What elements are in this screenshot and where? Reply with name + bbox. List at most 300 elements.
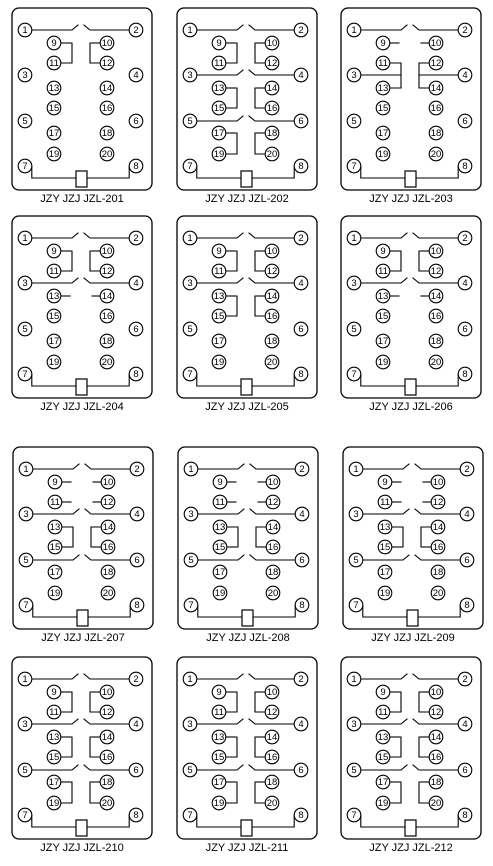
terminal-number: 15 xyxy=(49,542,61,553)
contact-blade xyxy=(32,233,78,238)
terminal-10 xyxy=(429,244,443,258)
terminal-number: 14 xyxy=(101,83,113,94)
terminal-number: 7 xyxy=(22,369,28,380)
terminal-4 xyxy=(294,276,308,290)
terminal-number: 6 xyxy=(462,116,468,127)
terminal-6 xyxy=(130,553,144,567)
terminal-1 xyxy=(349,462,363,476)
terminal-14 xyxy=(100,81,114,95)
terminal-number: 19 xyxy=(214,588,226,599)
terminal-number: 13 xyxy=(377,83,389,94)
terminal-12 xyxy=(100,56,114,70)
terminal-3 xyxy=(183,68,197,82)
terminal-7 xyxy=(18,159,32,173)
terminal-20 xyxy=(265,147,279,161)
terminal-number: 2 xyxy=(462,674,468,685)
terminal-11 xyxy=(47,264,61,278)
contact-link xyxy=(419,737,429,757)
terminal-number: 1 xyxy=(353,464,359,475)
terminal-4 xyxy=(294,68,308,82)
terminal-number: 4 xyxy=(133,70,139,81)
relay-panel xyxy=(341,657,481,854)
relay-panel xyxy=(341,8,481,205)
terminal-9 xyxy=(212,36,226,50)
terminal-3 xyxy=(18,68,32,82)
terminal-1 xyxy=(183,23,197,37)
terminal-14 xyxy=(266,520,280,534)
terminal-number: 6 xyxy=(462,765,468,776)
terminal-16 xyxy=(266,540,280,554)
terminal-number: 11 xyxy=(214,266,224,277)
contact-link xyxy=(61,692,72,712)
contact-link xyxy=(61,782,72,803)
terminal-number: 20 xyxy=(101,798,113,809)
contact-blade xyxy=(85,555,130,560)
terminal-number: 17 xyxy=(377,336,389,347)
terminal-4 xyxy=(129,68,143,82)
contact-blade xyxy=(85,464,130,469)
terminal-number: 9 xyxy=(380,246,386,257)
contact-link xyxy=(419,251,429,271)
terminal-13 xyxy=(48,520,62,534)
terminal-10 xyxy=(265,685,279,699)
contact-link xyxy=(255,737,265,757)
terminal-number: 9 xyxy=(382,477,388,488)
terminal-number: 18 xyxy=(430,128,442,139)
terminal-number: 5 xyxy=(351,765,357,776)
terminal-9 xyxy=(376,685,390,699)
terminal-number: 10 xyxy=(432,477,444,488)
terminal-number: 7 xyxy=(187,810,193,821)
terminal-15 xyxy=(376,750,390,764)
terminal-20 xyxy=(101,586,115,600)
terminal-number: 1 xyxy=(22,233,28,244)
terminal-16 xyxy=(101,540,115,554)
terminal-number: 13 xyxy=(377,732,389,743)
terminal-11 xyxy=(213,495,227,509)
terminal-8 xyxy=(458,367,472,381)
terminal-number: 13 xyxy=(48,83,60,94)
terminal-number: 2 xyxy=(133,674,139,685)
terminal-12 xyxy=(100,705,114,719)
polarizing-key xyxy=(407,610,418,626)
contact-link xyxy=(226,251,237,271)
terminal-7 xyxy=(183,159,197,173)
terminal-10 xyxy=(431,475,445,489)
terminal-number: 11 xyxy=(215,497,225,508)
terminal-8 xyxy=(294,159,308,173)
terminal-18 xyxy=(101,565,115,579)
contact-link xyxy=(255,251,265,271)
terminal-number: 20 xyxy=(266,357,278,368)
terminal-14 xyxy=(100,730,114,744)
terminal-number: 14 xyxy=(266,732,278,743)
model-caption: JZY JZJ JZL-210 xyxy=(40,842,124,854)
terminal-number: 4 xyxy=(464,509,470,520)
terminal-number: 3 xyxy=(353,509,359,520)
terminal-number: 15 xyxy=(377,103,389,114)
terminal-2 xyxy=(294,672,308,686)
terminal-number: 1 xyxy=(351,25,357,36)
terminal-7 xyxy=(349,598,363,612)
terminal-number: 12 xyxy=(266,266,278,277)
contact-link xyxy=(419,692,429,712)
terminal-number: 17 xyxy=(48,128,60,139)
terminal-number: 17 xyxy=(379,567,391,578)
contact-link xyxy=(90,43,100,63)
contact-link xyxy=(227,527,238,547)
terminal-5 xyxy=(183,114,197,128)
terminal-number: 20 xyxy=(101,357,113,368)
terminal-2 xyxy=(294,23,308,37)
contact-link xyxy=(390,251,401,271)
model-caption: JZY JZJ JZL-212 xyxy=(369,842,453,854)
contact-blade xyxy=(84,765,129,770)
terminal-number: 15 xyxy=(48,311,60,322)
terminal-number: 8 xyxy=(464,600,470,611)
terminal-number: 16 xyxy=(267,542,279,553)
terminal-5 xyxy=(347,322,361,336)
terminal-5 xyxy=(347,763,361,777)
terminal-number: 13 xyxy=(48,291,60,302)
model-caption: JZY JZJ JZL-203 xyxy=(369,193,453,205)
terminal-number: 19 xyxy=(49,588,61,599)
terminal-number: 17 xyxy=(213,336,225,347)
terminal-number: 2 xyxy=(464,464,470,475)
terminal-7 xyxy=(184,598,198,612)
terminal-number: 11 xyxy=(378,266,388,277)
terminal-8 xyxy=(460,598,474,612)
terminal-number: 11 xyxy=(49,707,59,718)
contact-blade xyxy=(361,719,407,724)
terminal-8 xyxy=(130,598,144,612)
terminal-8 xyxy=(295,598,309,612)
contact-blade xyxy=(84,233,129,238)
terminal-number: 14 xyxy=(432,522,444,533)
terminal-number: 18 xyxy=(266,128,278,139)
terminal-number: 7 xyxy=(22,161,28,172)
terminal-number: 10 xyxy=(430,38,442,49)
terminal-number: 19 xyxy=(379,588,391,599)
contact-blade xyxy=(249,233,294,238)
terminal-number: 15 xyxy=(377,311,389,322)
contact-blade xyxy=(32,674,78,679)
contact-link xyxy=(421,527,431,547)
terminal-1 xyxy=(347,231,361,245)
terminal-18 xyxy=(265,775,279,789)
terminal-number: 17 xyxy=(213,777,225,788)
model-caption: JZY JZJ JZL-209 xyxy=(371,632,455,644)
terminal-18 xyxy=(265,126,279,140)
terminal-17 xyxy=(47,775,61,789)
contact-link xyxy=(90,692,100,712)
terminal-15 xyxy=(212,101,226,115)
terminal-19 xyxy=(47,796,61,810)
relay-panel xyxy=(177,216,317,413)
relay-panel xyxy=(343,447,483,644)
terminal-number: 9 xyxy=(216,246,222,257)
contact-link xyxy=(61,737,72,757)
terminal-number: 12 xyxy=(432,497,444,508)
contact-link xyxy=(61,43,72,63)
terminal-number: 8 xyxy=(134,600,140,611)
model-caption: JZY JZJ JZL-211 xyxy=(205,842,289,854)
terminal-4 xyxy=(294,717,308,731)
terminal-9 xyxy=(212,244,226,258)
terminal-number: 19 xyxy=(213,149,225,160)
terminal-12 xyxy=(265,705,279,719)
terminal-19 xyxy=(48,586,62,600)
terminal-number: 15 xyxy=(213,103,225,114)
contact-link xyxy=(256,527,266,547)
contact-link xyxy=(255,133,265,154)
terminal-number: 9 xyxy=(51,687,57,698)
terminal-2 xyxy=(294,231,308,245)
terminal-number: 7 xyxy=(351,369,357,380)
terminal-7 xyxy=(18,367,32,381)
terminal-number: 19 xyxy=(213,798,225,809)
terminal-16 xyxy=(429,101,443,115)
terminal-2 xyxy=(295,462,309,476)
model-caption: JZY JZJ JZL-204 xyxy=(40,401,124,413)
terminal-number: 9 xyxy=(216,38,222,49)
terminal-13 xyxy=(47,289,61,303)
terminal-19 xyxy=(212,796,226,810)
terminal-14 xyxy=(265,730,279,744)
terminal-11 xyxy=(376,56,390,70)
terminal-3 xyxy=(183,276,197,290)
terminal-16 xyxy=(429,309,443,323)
terminal-14 xyxy=(101,520,115,534)
terminal-number: 10 xyxy=(101,246,113,257)
terminal-number: 20 xyxy=(102,588,114,599)
terminal-number: 20 xyxy=(430,149,442,160)
terminal-number: 6 xyxy=(462,324,468,335)
terminal-19 xyxy=(376,355,390,369)
terminal-number: 10 xyxy=(430,687,442,698)
terminal-number: 4 xyxy=(298,719,304,730)
terminal-number: 18 xyxy=(266,777,278,788)
terminal-14 xyxy=(100,289,114,303)
terminal-11 xyxy=(47,56,61,70)
model-caption: JZY JZJ JZL-206 xyxy=(369,401,453,413)
contact-link xyxy=(226,296,237,316)
terminal-20 xyxy=(100,796,114,810)
terminal-14 xyxy=(429,289,443,303)
terminal-18 xyxy=(429,334,443,348)
terminal-number: 20 xyxy=(432,588,444,599)
terminal-6 xyxy=(129,763,143,777)
terminal-15 xyxy=(48,540,62,554)
contact-blade xyxy=(197,719,243,724)
terminal-number: 8 xyxy=(462,369,468,380)
terminal-number: 2 xyxy=(133,233,139,244)
terminal-6 xyxy=(294,322,308,336)
terminal-number: 1 xyxy=(188,464,194,475)
contact-blade xyxy=(198,464,244,469)
relay-panel xyxy=(13,447,153,644)
terminal-2 xyxy=(458,231,472,245)
terminal-number: 10 xyxy=(430,246,442,257)
terminal-number: 7 xyxy=(188,600,194,611)
terminal-4 xyxy=(458,276,472,290)
terminal-1 xyxy=(18,23,32,37)
terminal-number: 19 xyxy=(48,798,60,809)
terminal-9 xyxy=(48,475,62,489)
terminal-number: 18 xyxy=(430,336,442,347)
terminal-number: 6 xyxy=(133,765,139,776)
terminal-1 xyxy=(184,462,198,476)
contact-blade xyxy=(363,464,409,469)
contact-blade xyxy=(249,719,294,724)
terminal-10 xyxy=(266,475,280,489)
contact-link xyxy=(255,296,265,316)
terminal-1 xyxy=(347,672,361,686)
terminal-number: 20 xyxy=(430,798,442,809)
terminal-number: 15 xyxy=(48,752,60,763)
terminal-13 xyxy=(376,289,390,303)
contact-blade xyxy=(413,278,458,283)
polarizing-key xyxy=(405,171,416,187)
terminal-number: 15 xyxy=(48,103,60,114)
terminal-19 xyxy=(212,147,226,161)
terminal-17 xyxy=(376,334,390,348)
terminal-7 xyxy=(183,367,197,381)
terminal-number: 6 xyxy=(133,324,139,335)
terminal-16 xyxy=(265,750,279,764)
terminal-12 xyxy=(266,495,280,509)
terminal-number: 6 xyxy=(299,555,305,566)
terminal-number: 11 xyxy=(378,58,388,69)
terminal-16 xyxy=(100,101,114,115)
terminal-13 xyxy=(212,81,226,95)
terminal-16 xyxy=(429,750,443,764)
terminal-16 xyxy=(431,540,445,554)
terminal-9 xyxy=(47,36,61,50)
terminal-2 xyxy=(129,672,143,686)
terminal-number: 16 xyxy=(266,752,278,763)
terminal-15 xyxy=(213,540,227,554)
terminal-number: 17 xyxy=(377,777,389,788)
terminal-15 xyxy=(376,309,390,323)
terminal-11 xyxy=(212,264,226,278)
polarizing-key xyxy=(241,379,252,395)
terminal-1 xyxy=(18,672,32,686)
terminal-8 xyxy=(129,367,143,381)
contact-blade xyxy=(363,555,409,560)
contact-link xyxy=(255,782,265,803)
terminal-number: 16 xyxy=(101,311,113,322)
terminal-number: 6 xyxy=(464,555,470,566)
terminal-number: 19 xyxy=(377,149,389,160)
terminal-1 xyxy=(347,23,361,37)
terminal-number: 7 xyxy=(351,161,357,172)
terminal-number: 6 xyxy=(134,555,140,566)
terminal-number: 5 xyxy=(188,555,194,566)
terminal-number: 10 xyxy=(102,477,114,488)
terminal-number: 17 xyxy=(48,336,60,347)
terminal-number: 6 xyxy=(133,116,139,127)
terminal-9 xyxy=(376,244,390,258)
terminal-number: 2 xyxy=(133,25,139,36)
contact-blade xyxy=(249,70,294,75)
terminal-13 xyxy=(47,730,61,744)
contact-blade xyxy=(415,509,460,514)
terminal-7 xyxy=(183,808,197,822)
terminal-number: 4 xyxy=(134,509,140,520)
terminal-number: 20 xyxy=(101,149,113,160)
terminal-10 xyxy=(265,244,279,258)
terminal-20 xyxy=(429,796,443,810)
contact-blade xyxy=(197,70,243,75)
terminal-number: 17 xyxy=(213,128,225,139)
terminal-15 xyxy=(47,309,61,323)
terminal-number: 3 xyxy=(187,278,193,289)
terminal-9 xyxy=(47,244,61,258)
terminal-1 xyxy=(183,231,197,245)
terminal-11 xyxy=(376,264,390,278)
terminal-3 xyxy=(184,507,198,521)
terminal-number: 13 xyxy=(214,522,226,533)
terminal-12 xyxy=(265,56,279,70)
terminal-number: 18 xyxy=(266,336,278,347)
contact-link xyxy=(226,43,237,63)
terminal-number: 11 xyxy=(214,707,224,718)
terminal-7 xyxy=(19,598,33,612)
terminal-number: 3 xyxy=(188,509,194,520)
contact-link xyxy=(226,88,237,108)
terminal-12 xyxy=(431,495,445,509)
terminal-10 xyxy=(101,475,115,489)
terminal-number: 16 xyxy=(266,103,278,114)
terminal-13 xyxy=(376,81,390,95)
terminal-number: 9 xyxy=(52,477,58,488)
terminal-4 xyxy=(460,507,474,521)
terminal-number: 8 xyxy=(298,161,304,172)
terminal-12 xyxy=(100,264,114,278)
terminal-number: 2 xyxy=(298,25,304,36)
terminal-19 xyxy=(376,796,390,810)
contact-blade xyxy=(361,674,407,679)
terminal-2 xyxy=(460,462,474,476)
terminal-15 xyxy=(378,540,392,554)
terminal-number: 15 xyxy=(377,752,389,763)
terminal-20 xyxy=(266,586,280,600)
terminal-number: 7 xyxy=(23,600,29,611)
terminal-number: 4 xyxy=(298,278,304,289)
terminal-number: 18 xyxy=(102,567,114,578)
terminal-number: 11 xyxy=(214,58,224,69)
contact-blade xyxy=(249,25,294,30)
relay-panel xyxy=(12,8,152,205)
terminal-7 xyxy=(347,159,361,173)
terminal-11 xyxy=(376,705,390,719)
terminal-17 xyxy=(212,126,226,140)
terminal-7 xyxy=(347,367,361,381)
terminal-number: 15 xyxy=(213,311,225,322)
terminal-4 xyxy=(295,507,309,521)
terminal-10 xyxy=(100,244,114,258)
terminal-6 xyxy=(129,322,143,336)
terminal-18 xyxy=(100,334,114,348)
terminal-20 xyxy=(429,355,443,369)
terminal-number: 3 xyxy=(22,278,28,289)
terminal-2 xyxy=(458,672,472,686)
polarizing-key xyxy=(242,610,253,626)
terminal-number: 3 xyxy=(351,278,357,289)
terminal-number: 5 xyxy=(351,116,357,127)
terminal-number: 11 xyxy=(50,497,60,508)
